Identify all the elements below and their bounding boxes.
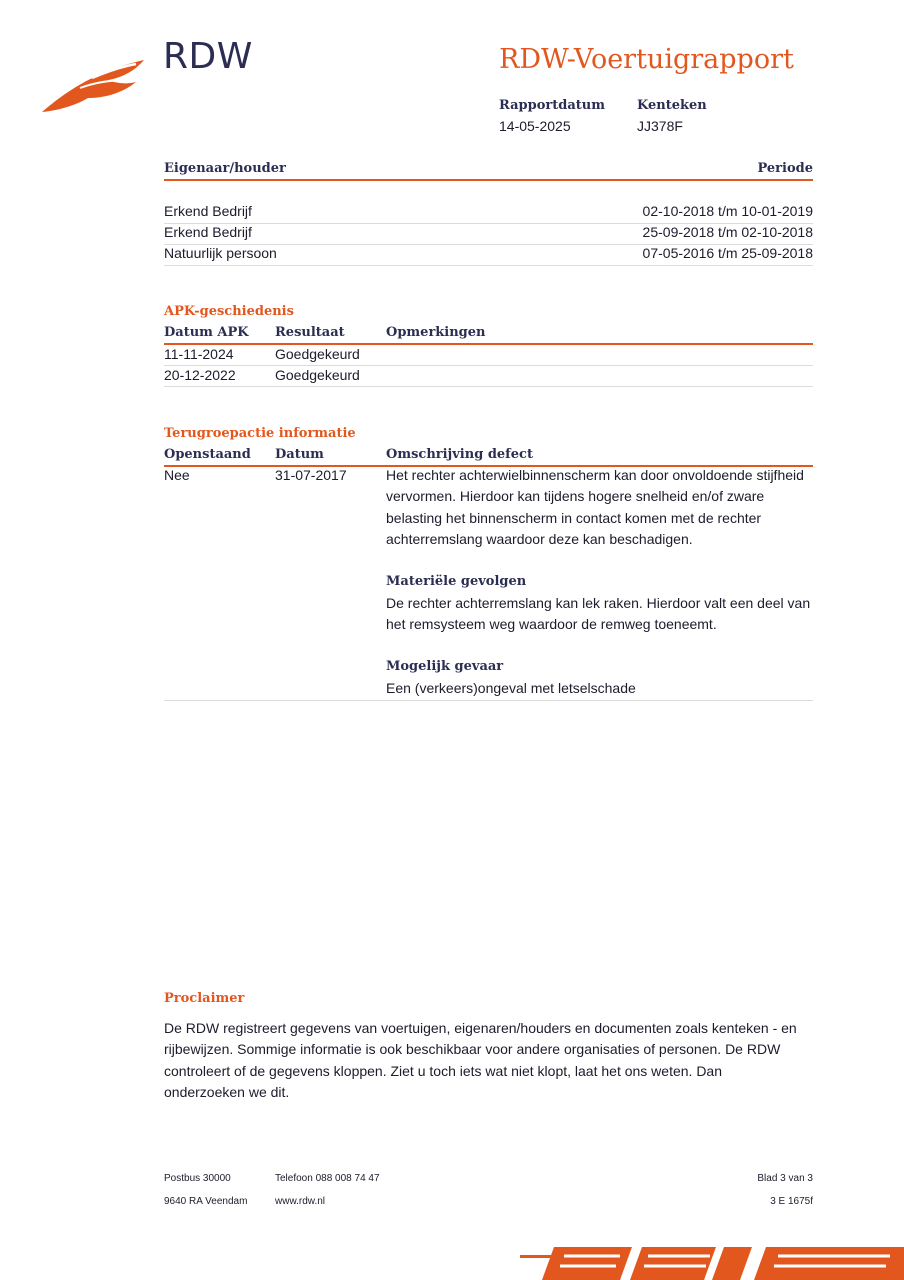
owner-period: 25-09-2018 t/m 02-10-2018: [642, 224, 813, 240]
recall-date-column-header: Datum: [275, 447, 324, 462]
report-date-label: Rapportdatum: [499, 98, 605, 113]
apk-section-title: APK-geschiedenis: [164, 304, 294, 319]
rdw-logo-icon: [40, 58, 148, 116]
apk-date: 20-12-2022: [164, 367, 236, 383]
plate-value: JJ378F: [637, 118, 683, 134]
owner-name: Erkend Bedrijf: [164, 203, 252, 219]
owner-name: Erkend Bedrijf: [164, 224, 252, 240]
apk-remarks-column-header: Opmerkingen: [386, 325, 486, 340]
row-divider: [164, 265, 813, 266]
footer-doc-code: 3 E 1675f: [770, 1196, 813, 1207]
apk-result-column-header: Resultaat: [275, 325, 345, 340]
apk-header-rule: [164, 343, 813, 345]
recall-description: Het rechter achterwielbinnenscherm kan door onvoldoende stijfheid vervormen. Hierdoor kan tijdens hogere snelheid en/of zware belasting het binnenscherm in contact komen met de rechter achterremslang waardoor deze kan beschadigen.: [386, 467, 804, 547]
recall-date: 31-07-2017: [275, 467, 347, 483]
row-divider: [164, 365, 813, 366]
consequences-label: Materiële gevolgen: [386, 574, 527, 589]
recall-open: Nee: [164, 467, 190, 483]
danger-label: Mogelijk gevaar: [386, 659, 504, 674]
apk-result: Goedgekeurd: [275, 346, 360, 362]
recall-open-column-header: Openstaand: [164, 447, 251, 462]
recall-section-title: Terugroepactie informatie: [164, 426, 356, 441]
decorative-stripes-icon: [520, 1244, 904, 1280]
proclaimer-text: De RDW registreert gegevens van voertuigen, eigenaren/houders en documenten zoals kenteken - en rijbewijzen. Sommige informatie is ook beschikbaar voor andere organisaties of personen. De RDW controleert of de gegevens kloppen. Ziet u toch iets wat niet klopt, laat het ons weten. Dan onderzoeken we dit.: [164, 1020, 797, 1100]
logo-text: RDW: [163, 36, 253, 77]
owners-header-rule: [164, 179, 813, 181]
danger-text: Een (verkeers)ongeval met letselschade: [386, 680, 636, 696]
recall-desc-column-header: Omschrijving defect: [386, 447, 533, 462]
report-date: 14-05-2025: [499, 118, 571, 134]
owner-period: 02-10-2018 t/m 10-01-2019: [642, 203, 813, 219]
owner-column-header: Eigenaar/houder: [164, 161, 286, 176]
proclaimer-title: Proclaimer: [164, 991, 245, 1006]
report-title: RDW-Voertuigrapport: [499, 44, 794, 75]
period-column-header: Periode: [757, 161, 813, 176]
owner-name: Natuurlijk persoon: [164, 245, 277, 261]
apk-date: 11-11-2024: [164, 346, 234, 362]
row-divider: [164, 386, 813, 387]
apk-date-column-header: Datum APK: [164, 325, 249, 340]
footer-postcode: 9640 RA Veendam: [164, 1196, 248, 1207]
footer-page-number: Blad 3 van 3: [757, 1173, 813, 1184]
plate-label: Kenteken: [637, 98, 707, 113]
footer-postbus: Postbus 30000: [164, 1173, 231, 1184]
footer-website-link[interactable]: www.rdw.nl: [275, 1196, 326, 1207]
owner-period: 07-05-2016 t/m 25-09-2018: [642, 245, 813, 261]
apk-result: Goedgekeurd: [275, 367, 360, 383]
footer-phone: Telefoon 088 008 74 47: [275, 1173, 380, 1184]
consequences-text: De rechter achterremslang kan lek raken. Hierdoor valt een deel van het remsysteem weg waardoor de remweg toeneemt.: [386, 595, 811, 633]
row-divider: [164, 700, 813, 701]
